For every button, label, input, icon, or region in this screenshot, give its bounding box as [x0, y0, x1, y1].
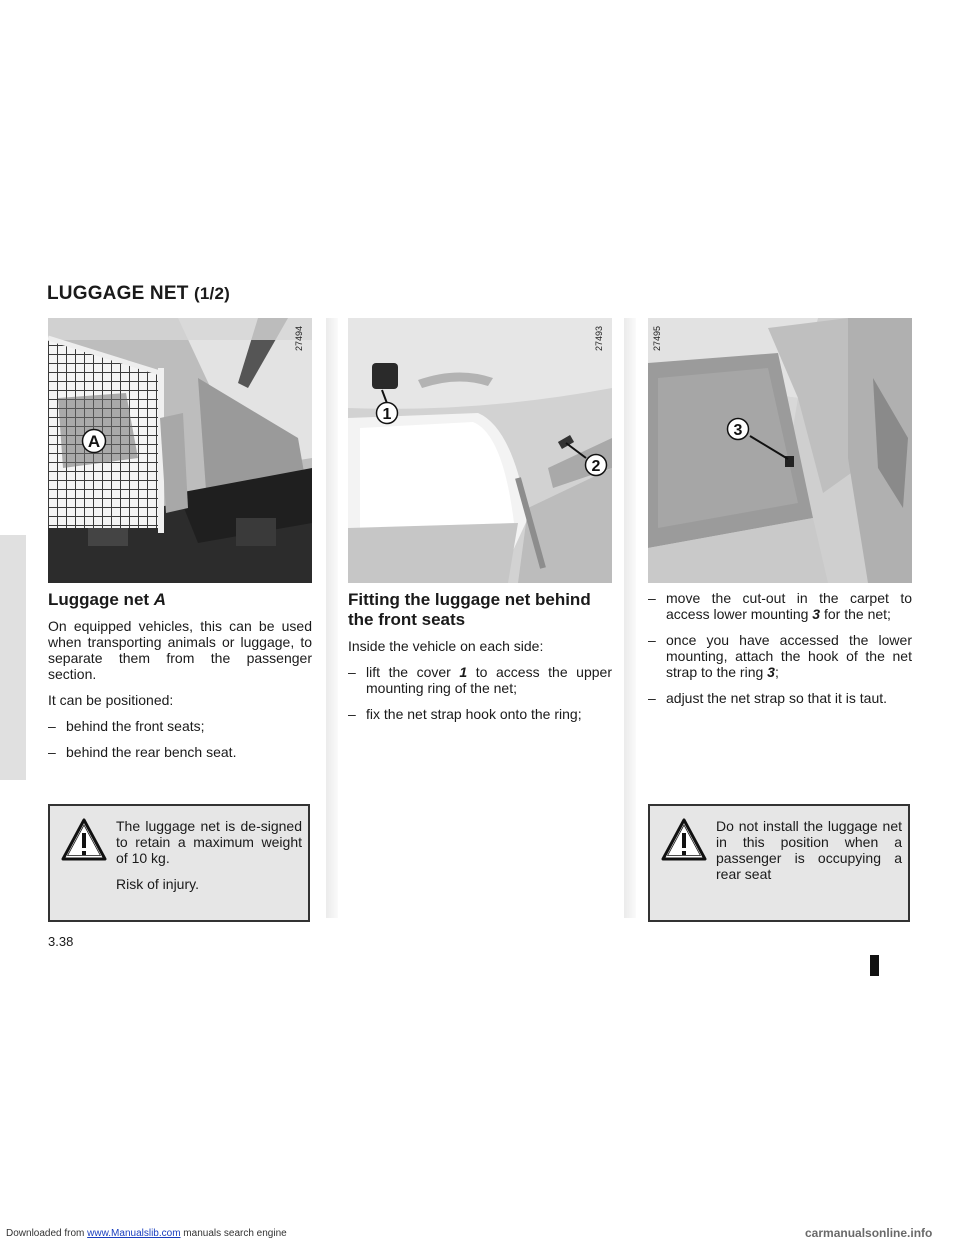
intro-paragraph: On equipped vehicles, this can be used when transporting animals or luggage, to separate them from the passenger section.	[48, 618, 312, 682]
column-2-text	[348, 590, 612, 732]
photo-upper-mounting	[348, 318, 612, 583]
list-item: – lift the cover 1 to access the upper mounting ring of the net;	[348, 664, 612, 696]
column-divider-2	[624, 318, 636, 918]
photo-ref-27494: 27494	[294, 326, 304, 352]
callout-1: 1	[382, 406, 392, 423]
page-corner-mark	[870, 955, 879, 976]
positions-intro: It can be positioned:	[48, 692, 174, 708]
callout-1-badge	[375, 401, 399, 425]
callout-a-badge	[81, 428, 107, 454]
callout-3-badge	[726, 417, 750, 441]
column-divider-1	[326, 318, 338, 918]
page-number: 3.38	[48, 934, 74, 949]
column-1-text	[48, 590, 312, 770]
warning-triangle-icon	[60, 816, 108, 864]
luggage-net-heading: Luggage net A	[48, 590, 167, 609]
fitting-heading: Fitting the luggage net behind the front seats	[348, 590, 591, 629]
callout-2-badge	[584, 453, 608, 477]
list-item: – fix the net strap hook onto the ring;	[348, 706, 582, 722]
footer: Downloaded from www.Manualslib.com manuals search engine	[6, 1228, 287, 1239]
warning-text: Do not install the luggage net in this position when a passenger is occupying a rear seat	[716, 818, 902, 882]
photo-luggage-net	[48, 318, 312, 583]
callout-a: A	[87, 432, 101, 451]
list-item: – once you have accessed the lower mounting, attach the hook of the net strap to the ring 3;	[648, 632, 912, 680]
callout-2: 2	[591, 458, 601, 475]
watermark: carmanualsonline.info	[805, 1226, 933, 1240]
column-3-text	[648, 590, 912, 716]
list-item: – behind the front seats;	[48, 718, 205, 734]
page-title: LUGGAGE NET (1/2)	[47, 283, 230, 304]
photo-ref-27493: 27493	[594, 326, 604, 352]
list-item: – behind the rear bench seat.	[48, 744, 237, 760]
list-item: – adjust the net strap so that it is taut.	[648, 690, 888, 706]
manualslib-link[interactable]: www.Manualslib.com	[87, 1228, 181, 1239]
photo-lower-mounting	[648, 318, 912, 583]
photo-ref-27495: 27495	[652, 326, 662, 352]
section-tab	[0, 535, 26, 780]
warning-box-weight	[48, 804, 310, 922]
page-title-suffix: (1/2)	[194, 284, 230, 303]
list-item: – move the cut-out in the carpet to access lower mounting 3 for the net;	[648, 590, 912, 622]
callout-3: 3	[733, 422, 743, 439]
warning-triangle-icon	[660, 816, 708, 864]
warning-box-passenger	[648, 804, 910, 922]
fitting-intro: Inside the vehicle on each side:	[348, 638, 544, 654]
warning-text: The luggage net is de-signed to retain a maximum weight of 10 kg. Risk of injury.	[116, 818, 302, 892]
